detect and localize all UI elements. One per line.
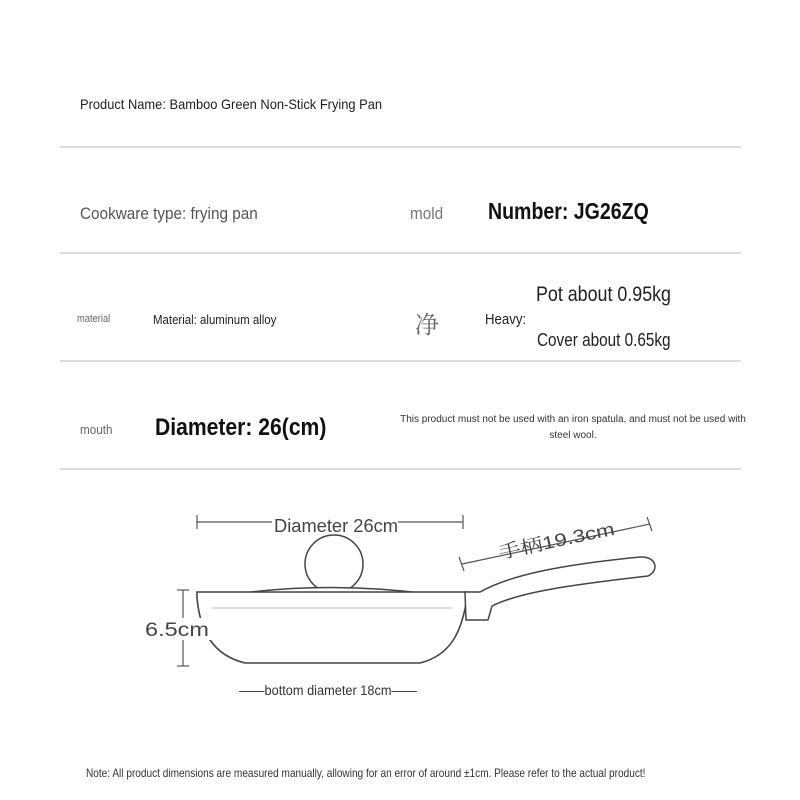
dimension-note: Note: All product dimensions are measured manually, allowing for an error of around ±1cm. Please refer to the actual product! (86, 766, 646, 780)
diameter-label: Diameter 26cm (274, 516, 398, 536)
diameter-value: Diameter: 26(cm) (155, 414, 327, 441)
material-label: material (77, 313, 111, 325)
pan-handle-outline (465, 557, 655, 620)
weight-label: Heavy: (485, 311, 527, 328)
cookware-type: Cookware type: frying pan (80, 204, 258, 223)
pot-weight: Pot about 0.95kg (536, 283, 671, 306)
bottom-diameter-label: ——bottom diameter 18cm—— (239, 682, 417, 698)
model-number: Number: JG26ZQ (488, 198, 649, 224)
usage-warning: This product must not be used with an iron spatula, and must not be used with steel wool. (400, 414, 746, 441)
lid-knob (305, 535, 363, 593)
height-label: 6.5cm (145, 620, 209, 641)
mouth-label: mouth (80, 422, 113, 437)
product-name: Product Name: Bamboo Green Non-Stick Frying Pan (80, 96, 383, 112)
pan-dimension-diagram (0, 480, 800, 710)
net-char: 净 (415, 312, 439, 339)
row-divider (60, 252, 741, 254)
material-value: Material: aluminum alloy (153, 312, 277, 327)
row-divider (60, 468, 741, 470)
cover-weight: Cover about 0.65kg (537, 330, 671, 350)
mold-label: mold (410, 204, 444, 223)
pan-body-outline (197, 592, 467, 663)
handle-length-label: 手柄19.3cm (496, 523, 594, 563)
row-divider (60, 360, 741, 362)
row-divider (60, 146, 741, 148)
